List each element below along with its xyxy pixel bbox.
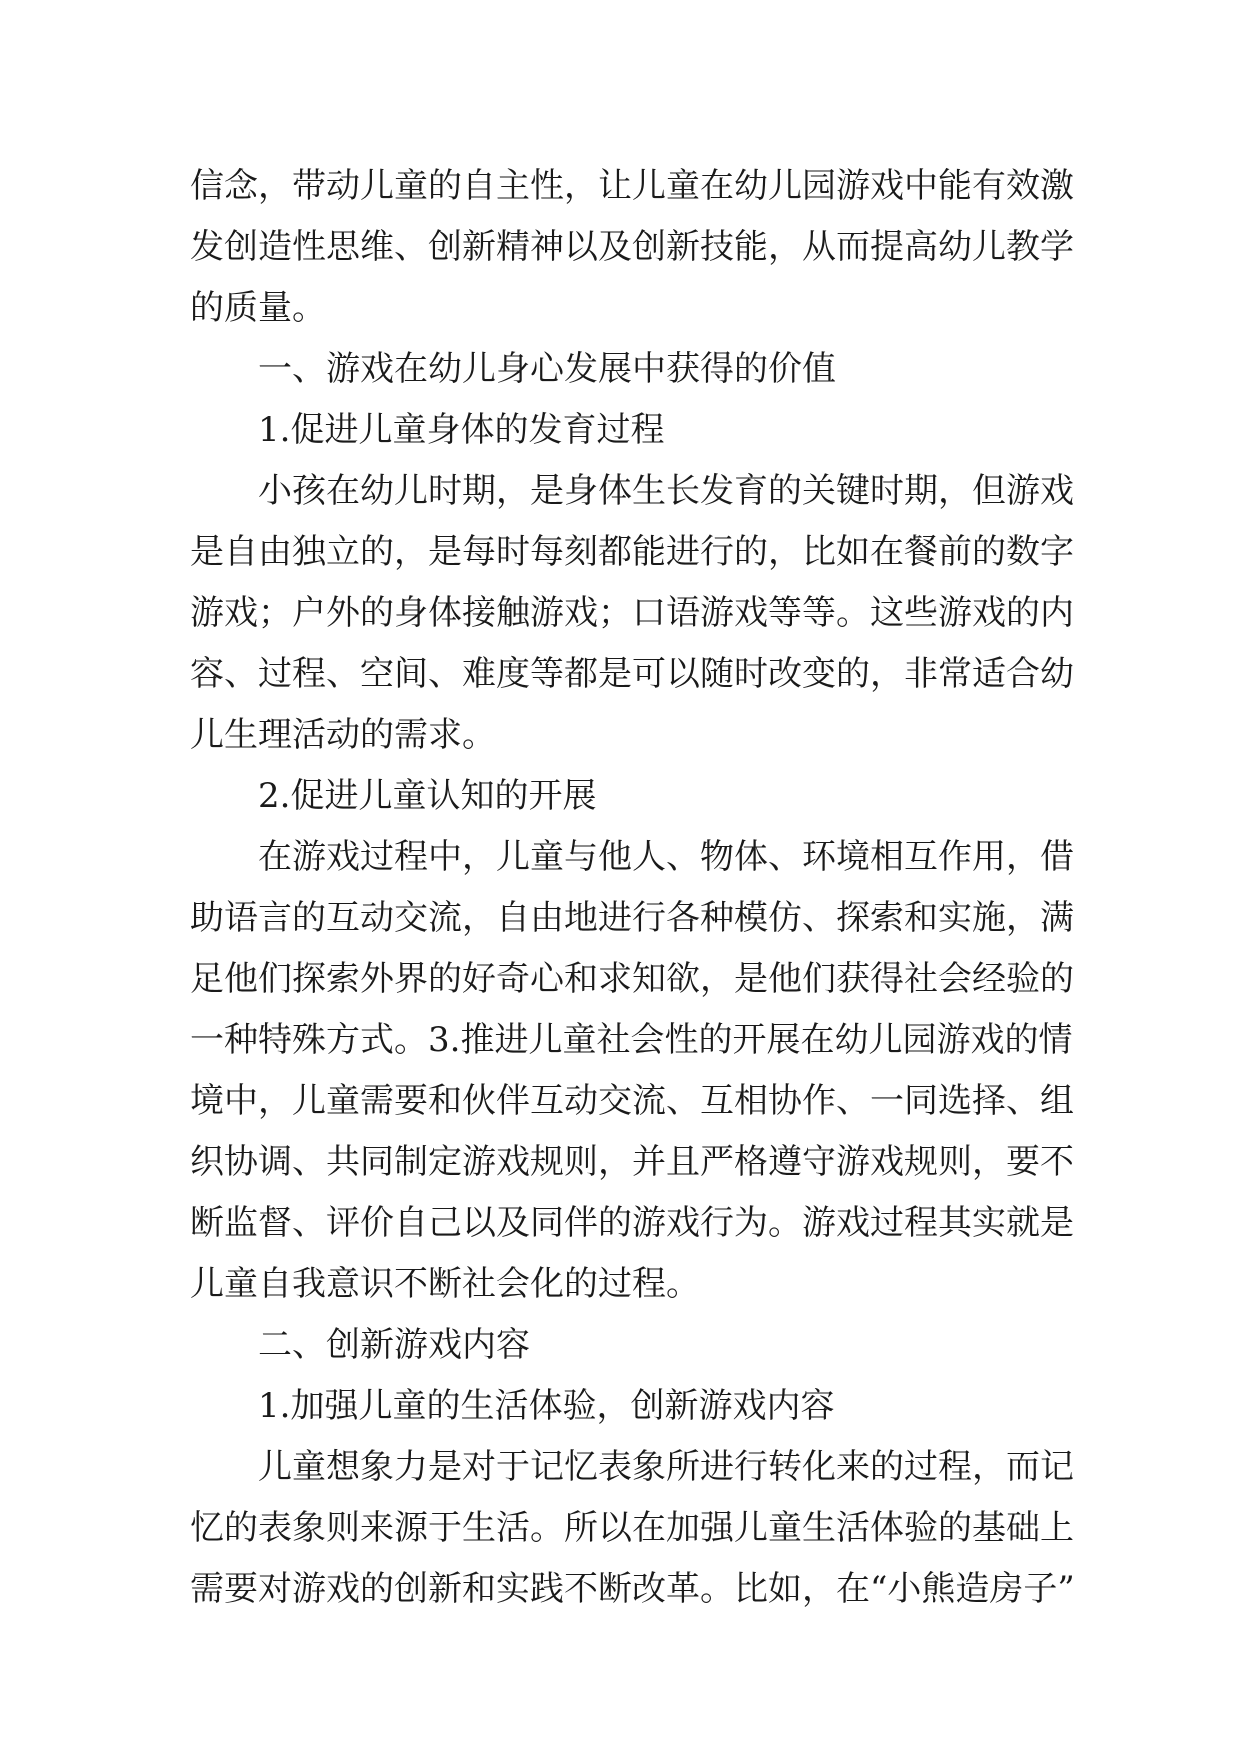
- text-line: 一、游戏在幼儿身心发展中获得的价值: [258, 349, 836, 389]
- text-line: 足他们探索外界的好奇心和求知欲，是他们获得社会经验的: [190, 959, 1074, 999]
- text-line: 容、过程、空间、难度等都是可以随时改变的，非常适合幼: [190, 654, 1074, 694]
- text-line: 1.促进儿童身体的发育过程: [258, 410, 665, 450]
- text-line: 需要对游戏的创新和实践不断改革。比如，在“小熊造房子”: [190, 1569, 1075, 1609]
- text-line: 2.促进儿童认知的开展: [258, 776, 597, 816]
- text-line: 游戏；户外的身体接触游戏；口语游戏等等。这些游戏的内: [190, 593, 1074, 633]
- text-line: 境中，儿童需要和伙伴互动交流、互相协作、一同选择、组: [190, 1081, 1074, 1121]
- text-line: 织协调、共同制定游戏规则，并且严格遵守游戏规则，要不: [190, 1142, 1074, 1182]
- text-line: 一种特殊方式。3.推进儿童社会性的开展在幼儿园游戏的情: [190, 1020, 1073, 1060]
- text-line: 是自由独立的，是每时每刻都能进行的，比如在餐前的数字: [190, 532, 1074, 572]
- text-line: 儿童自我意识不断社会化的过程。: [190, 1264, 700, 1304]
- text-line: 儿童想象力是对于记忆表象所进行转化来的过程，而记: [258, 1447, 1074, 1487]
- text-line: 二、创新游戏内容: [258, 1325, 530, 1365]
- text-line: 在游戏过程中，儿童与他人、物体、环境相互作用，借: [258, 837, 1074, 877]
- body-text: [190, 156, 1075, 1620]
- text-line: 1.加强儿童的生活体验，创新游戏内容: [258, 1386, 835, 1426]
- text-line: 信念，带动儿童的自主性，让儿童在幼儿园游戏中能有效激: [190, 166, 1074, 206]
- text-line: 忆的表象则来源于生活。所以在加强儿童生活体验的基础上: [190, 1508, 1074, 1548]
- text-line: 儿生理活动的需求。: [190, 715, 496, 755]
- text-line: 发创造性思维、创新精神以及创新技能，从而提高幼儿教学: [190, 227, 1074, 267]
- text-line: 断监督、评价自己以及同伴的游戏行为。游戏过程其实就是: [190, 1203, 1074, 1243]
- text-line: 的质量。: [190, 288, 326, 328]
- text-line: 小孩在幼儿时期，是身体生长发育的关键时期，但游戏: [258, 471, 1074, 511]
- text-line: 助语言的互动交流，自由地进行各种模仿、探索和实施，满: [190, 898, 1074, 938]
